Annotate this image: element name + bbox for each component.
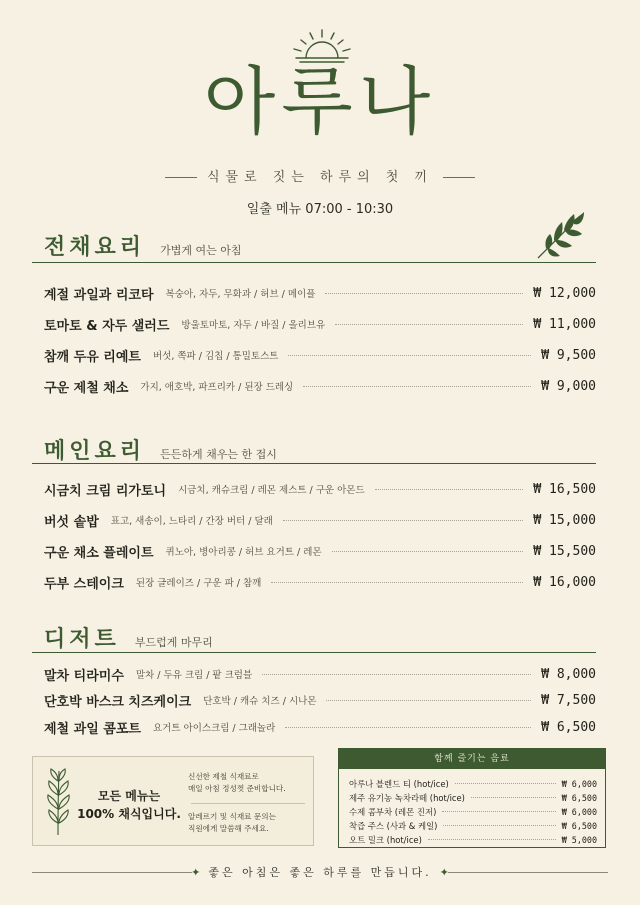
drink-name: 아루나 블렌드 티 (hot/ice) bbox=[349, 778, 449, 789]
drink-name: 오트 밀크 (hot/ice) bbox=[349, 834, 422, 845]
item-name: 토마토 & 자두 샐러드 bbox=[44, 318, 170, 334]
item-name: 구운 채소 플레이트 bbox=[44, 545, 154, 561]
menu-item bbox=[44, 716, 596, 738]
section-title: 메인요리 bbox=[44, 438, 146, 464]
item-price: ₩ 15,000 bbox=[533, 512, 596, 528]
drink-price: ₩ 6,000 bbox=[561, 806, 597, 817]
item-price: ₩ 7,500 bbox=[541, 692, 596, 708]
item-price: ₩ 8,000 bbox=[541, 666, 596, 682]
section-mains-header bbox=[44, 434, 277, 465]
menu-item bbox=[44, 344, 596, 366]
item-description: 단호박 / 캐슈 치즈 / 시나몬 bbox=[203, 696, 317, 707]
drink-item bbox=[349, 777, 597, 790]
tagline: 식물로 짓는 하루의 첫 끼 bbox=[0, 166, 640, 185]
menu-item bbox=[44, 689, 596, 711]
drink-item bbox=[349, 791, 597, 804]
brand-title: 아루나 bbox=[203, 59, 437, 145]
section-divider bbox=[32, 463, 596, 464]
drink-item bbox=[349, 805, 597, 818]
item-description: 시금치, 캐슈크림 / 레몬 제스트 / 구운 아몬드 bbox=[178, 485, 365, 496]
item-price: ₩ 16,500 bbox=[533, 481, 596, 497]
drink-item bbox=[349, 833, 597, 846]
section-divider bbox=[32, 652, 596, 653]
leaf-branch-icon bbox=[534, 210, 586, 262]
drink-price: ₩ 6,500 bbox=[561, 792, 597, 803]
section-divider bbox=[32, 262, 596, 263]
menu-item bbox=[44, 478, 596, 500]
drink-price: ₩ 6,000 bbox=[561, 778, 597, 789]
sparkle-icon: ✦ bbox=[439, 866, 449, 879]
item-price: ₩ 9,500 bbox=[541, 347, 596, 363]
menu-item bbox=[44, 540, 596, 562]
section-title: 전채요리 bbox=[44, 234, 146, 260]
drink-item bbox=[349, 819, 597, 832]
section-title: 디저트 bbox=[44, 626, 120, 652]
item-description: 복숭아, 자두, 무화과 / 허브 / 메이플 bbox=[165, 289, 316, 300]
drink-name: 수제 콤부차 (레몬 진저) bbox=[349, 806, 437, 817]
item-price: ₩ 12,000 bbox=[533, 285, 596, 301]
section-subtitle: 가볍게 여는 아침 bbox=[160, 244, 242, 257]
allergy-note: 알레르기 및 식재료 문의는 직원에게 말씀해 주세요. bbox=[188, 812, 276, 834]
item-description: 버섯, 쪽파 / 김칩 / 통밀토스트 bbox=[152, 351, 279, 362]
section-subtitle: 부드럽게 마무리 bbox=[134, 636, 213, 649]
opening-hours: 일출 메뉴 07:00 - 10:30 bbox=[246, 202, 394, 217]
sparkle-icon: ✦ bbox=[191, 866, 201, 879]
drink-name: 제주 유기농 녹차라떼 (hot/ice) bbox=[349, 792, 465, 803]
freshness-note: 신선한 제철 식재료로 매일 아침 정성껏 준비합니다. bbox=[188, 772, 286, 794]
note-divider bbox=[191, 803, 305, 804]
item-name: 두부 스테이크 bbox=[44, 576, 124, 592]
drink-name: 착즙 주스 (사과 & 케일) bbox=[349, 820, 438, 831]
section-subtitle: 든든하게 채우는 한 접시 bbox=[160, 448, 277, 461]
drinks-box bbox=[338, 748, 606, 848]
item-name: 말차 티라미수 bbox=[44, 668, 124, 684]
item-price: ₩ 16,000 bbox=[533, 574, 596, 590]
item-price: ₩ 15,500 bbox=[533, 543, 596, 559]
drinks-title: 함께 즐기는 음료 bbox=[339, 749, 605, 769]
item-description: 말차 / 두유 크림 / 팥 크럼블 bbox=[135, 670, 253, 681]
item-description: 요거트 아이스크림 / 그래놀라 bbox=[152, 723, 276, 734]
item-price: ₩ 9,000 bbox=[541, 378, 596, 394]
sprig-icon bbox=[43, 767, 73, 837]
menu-item bbox=[44, 313, 596, 335]
menu-item bbox=[44, 663, 596, 685]
drink-price: ₩ 5,000 bbox=[561, 834, 597, 845]
section-desserts-header bbox=[44, 622, 213, 653]
item-name: 참깨 두유 리예트 bbox=[44, 349, 141, 365]
item-price: ₩ 11,000 bbox=[533, 316, 596, 332]
item-description: 가지, 애호박, 파프리카 / 된장 드레싱 bbox=[140, 382, 294, 393]
menu-item bbox=[44, 375, 596, 397]
item-name: 제철 과일 콤포트 bbox=[44, 721, 141, 737]
item-name: 시금치 크림 리가토니 bbox=[44, 483, 167, 499]
item-name: 단호박 바스크 치즈케이크 bbox=[44, 694, 192, 710]
item-description: 방울토마토, 자두 / 바질 / 올리브유 bbox=[181, 320, 326, 331]
item-description: 된장 글레이즈 / 구운 파 / 참깨 bbox=[135, 578, 262, 589]
item-price: ₩ 6,500 bbox=[541, 719, 596, 735]
item-name: 계절 과일과 리코타 bbox=[44, 287, 154, 303]
drink-price: ₩ 6,500 bbox=[561, 820, 597, 831]
item-name: 구운 제철 채소 bbox=[44, 380, 129, 396]
footer-slogan: ✦ 좋은 아침은 좋은 하루를 만듭니다. ✦ bbox=[191, 866, 449, 879]
menu-item bbox=[44, 571, 596, 593]
menu-item bbox=[44, 509, 596, 531]
section-appetizers-header bbox=[44, 230, 241, 261]
item-name: 버섯 솥밥 bbox=[44, 514, 99, 530]
vegan-notice-box bbox=[32, 756, 314, 846]
item-description: 퀴노아, 병아리콩 / 허브 요거트 / 레몬 bbox=[165, 547, 322, 558]
item-description: 표고, 새송이, 느타리 / 간장 버터 / 달래 bbox=[110, 516, 273, 527]
menu-item bbox=[44, 282, 596, 304]
vegan-statement: 모든 메뉴는 100% 채식입니다. bbox=[77, 789, 181, 821]
